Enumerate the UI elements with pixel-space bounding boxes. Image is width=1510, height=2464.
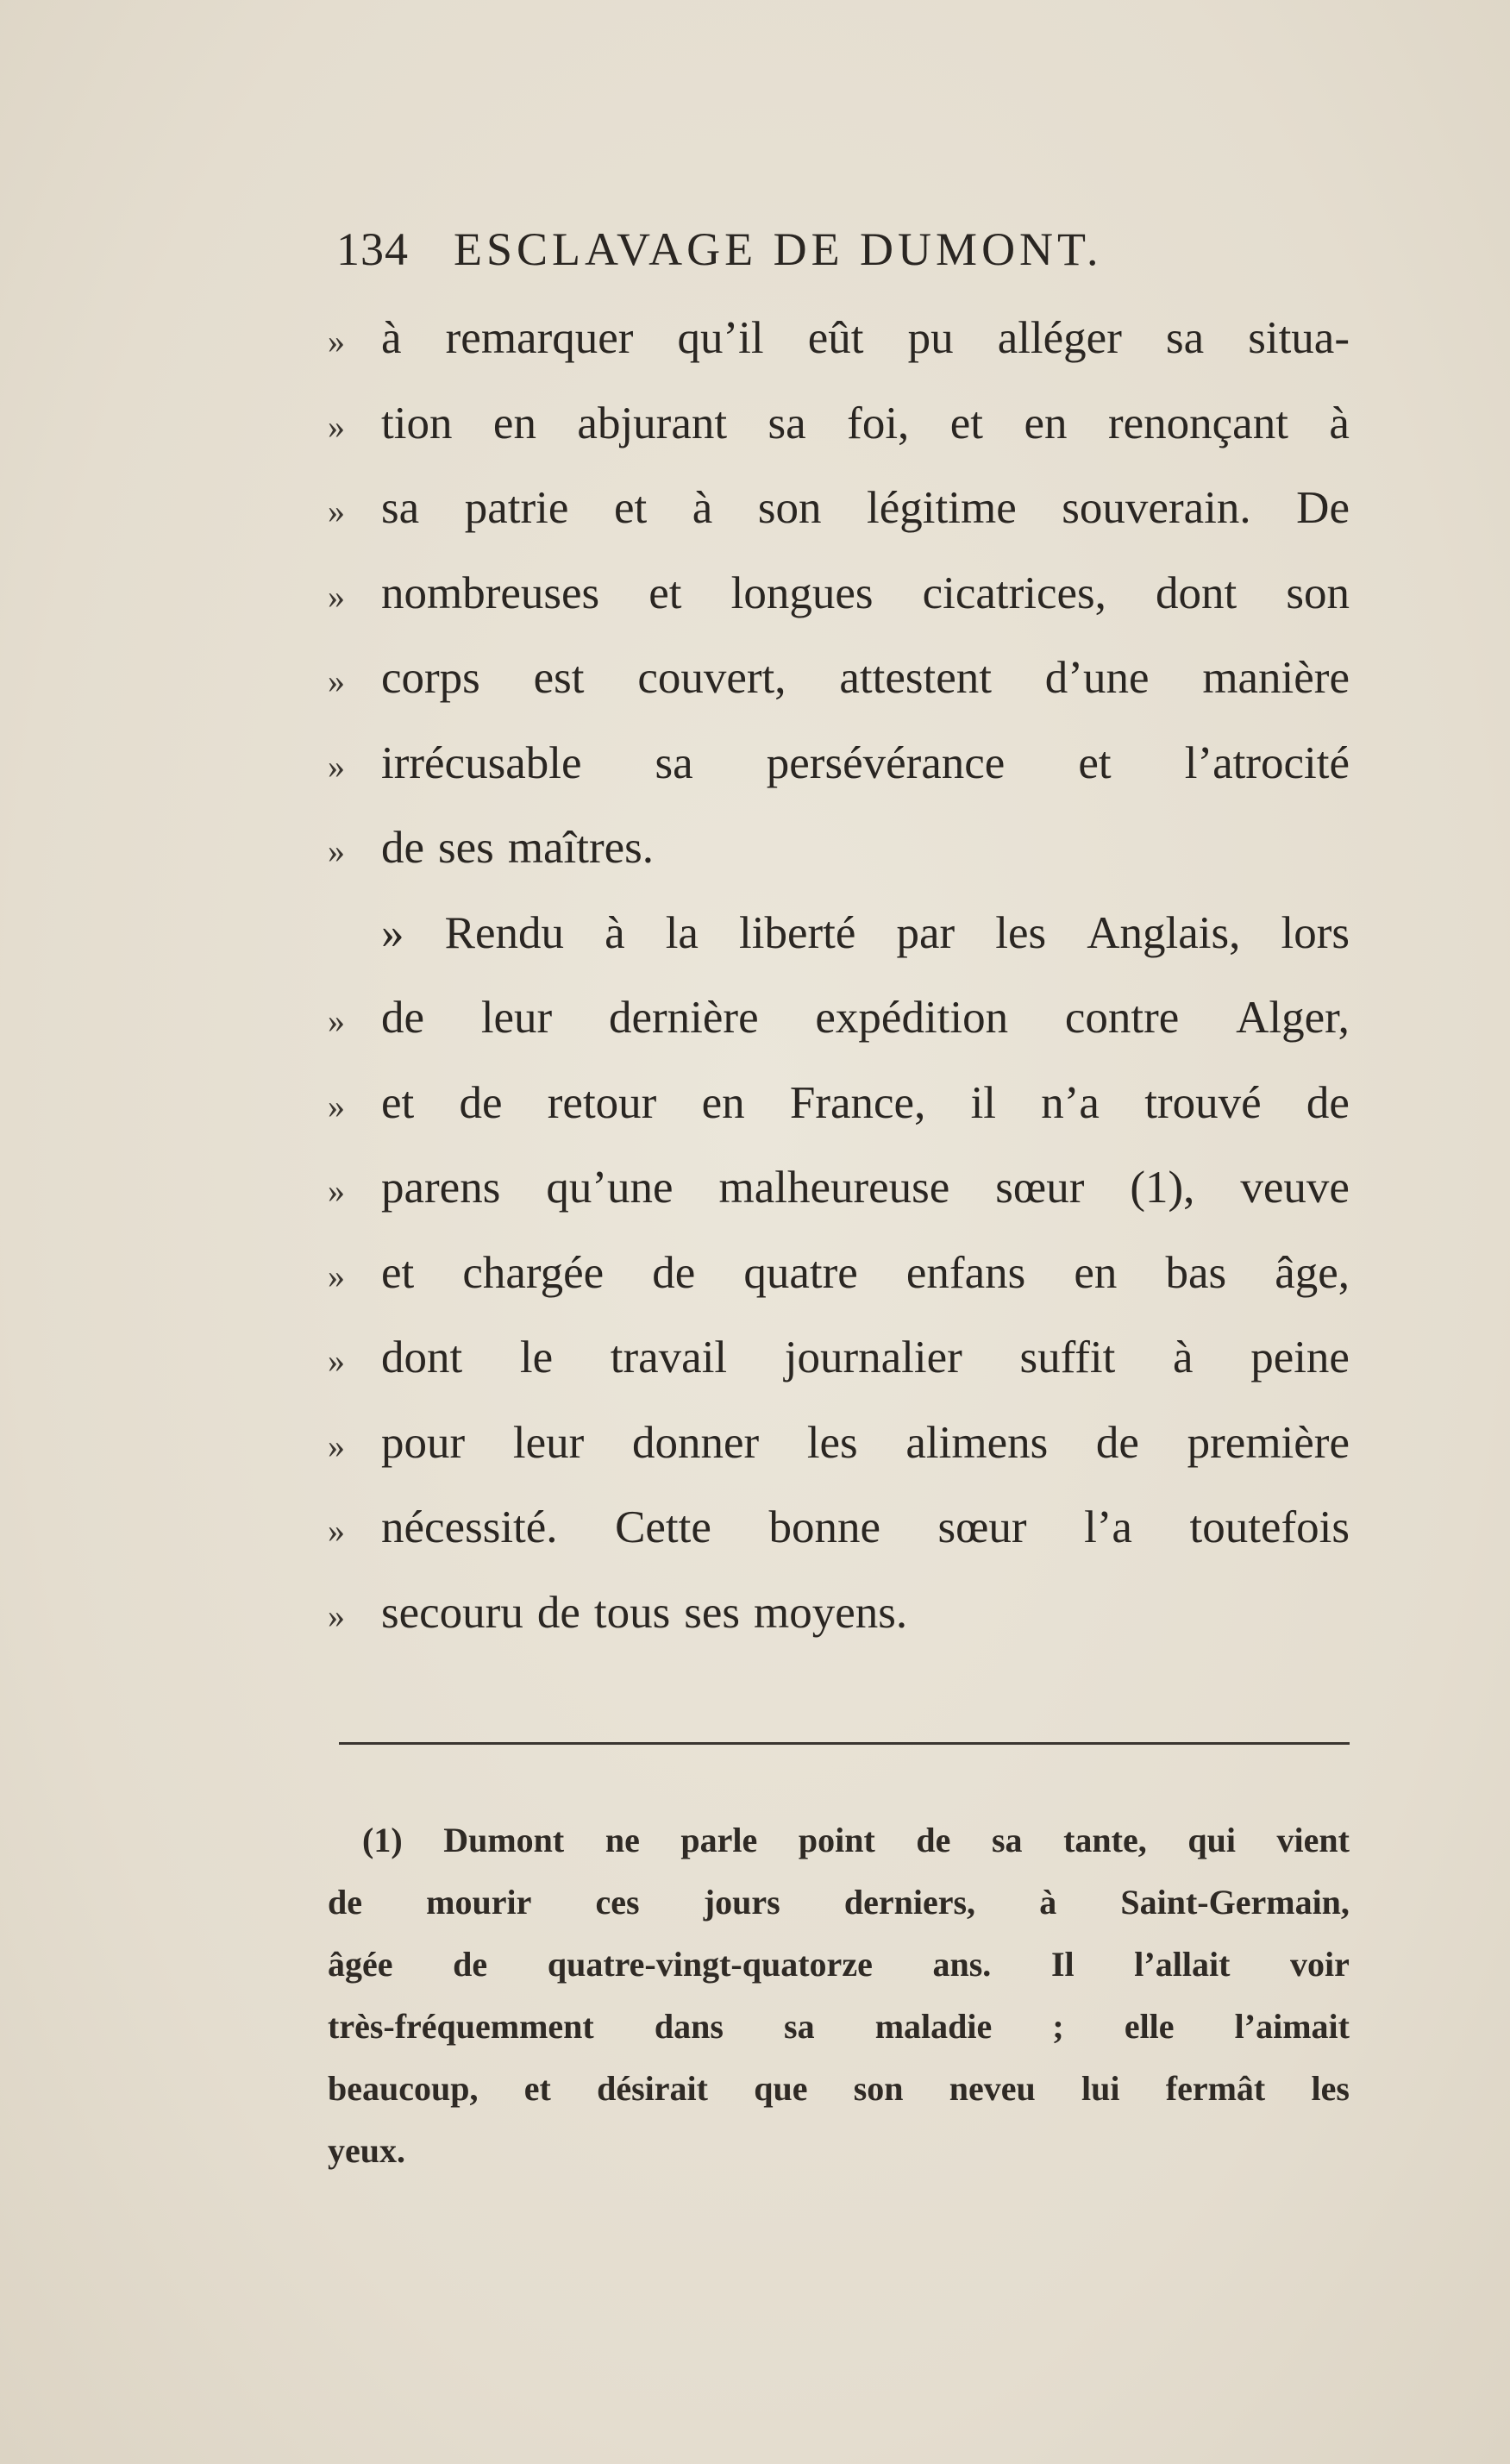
line-text: nombreuses et longues cicatrices, dont son [381,567,1350,618]
quote-mark: » [328,492,345,530]
text-line [328,652,1354,737]
line-text: sa patrie et à son légitime souverain. De [381,483,1350,533]
quote-mark: » [328,576,345,616]
line-text: irrécusable sa persévérance et l’atrocité [381,737,1350,788]
text-line [328,312,1354,398]
line-text: parens qu’une malheureuse sœur (1), veuve [381,1163,1350,1213]
text-line [328,992,1354,1077]
footnote-line: beaucoup, et désirait que son neveu lui fermât les [328,2069,1350,2108]
quote-mark: » [328,322,345,361]
line-text: nécessité. Cette bonne sœur l’a toutefois [381,1502,1350,1552]
text-line [328,1417,1354,1502]
body-text [328,312,1354,1671]
quote-mark: » [328,1596,345,1635]
quote-mark: » [328,1086,345,1125]
quote-mark: » [328,1171,345,1210]
line-text: tion en abjurant sa foi, et en renonçant à [381,398,1350,448]
text-line [328,1587,1354,1672]
text-line [328,1077,1354,1163]
footnote-rule [339,1742,1350,1745]
text-line [328,907,1354,993]
quote-mark: » [328,406,345,446]
footnote [328,1820,1350,2192]
quote-mark: » [328,1341,345,1380]
quote-mark: » [328,661,345,700]
text-line [328,737,1354,823]
running-head: ESCLAVAGE DE DUMONT. [454,223,1103,275]
quote-mark: » [328,1511,345,1550]
line-text: de ses maîtres. [381,823,655,873]
footnote-line: âgée de quatre-vingt-quatorze ans. Il l’allait voir [328,1945,1350,1984]
line-text: secouru de tous ses moyens. [381,1587,908,1638]
text-line [328,482,1354,567]
quote-mark: » [328,1001,345,1040]
quote-mark: » [328,746,345,786]
line-text: » Rendu à la liberté par les Anglais, lors [381,907,1350,958]
page-header [336,223,1216,292]
footnote-line: yeux. [328,2131,405,2170]
text-line [328,1502,1354,1587]
line-text: corps est couvert, attestent d’une manière [381,653,1350,703]
line-text: pour leur donner les alimens de première [381,1417,1350,1468]
line-text: et chargée de quatre enfans en bas âge, [381,1247,1350,1298]
footnote-line: très-fréquemment dans sa maladie ; elle l’aimait [328,2007,1350,2046]
text-line [328,567,1354,653]
quote-mark: » [328,1426,345,1465]
footnote-line: (1) Dumont ne parle point de sa tante, qui vient [362,1821,1350,1859]
line-text: de leur dernière expédition contre Alger, [381,993,1350,1043]
text-line [328,1332,1354,1417]
text-line [328,1162,1354,1247]
line-text: et de retour en France, il n’a trouvé de [381,1077,1350,1128]
footnote-line: de mourir ces jours derniers, à Saint-Germain, [328,1883,1350,1922]
text-line [328,398,1354,483]
page-number: 134 [336,223,409,275]
quote-mark: » [328,831,345,870]
quote-mark: » [328,1256,345,1295]
text-line [328,1247,1354,1332]
line-text: dont le travail journalier suffit à peine [381,1332,1350,1382]
line-text: à remarquer qu’il eût pu alléger sa situa- [381,313,1350,363]
text-line [328,822,1354,907]
